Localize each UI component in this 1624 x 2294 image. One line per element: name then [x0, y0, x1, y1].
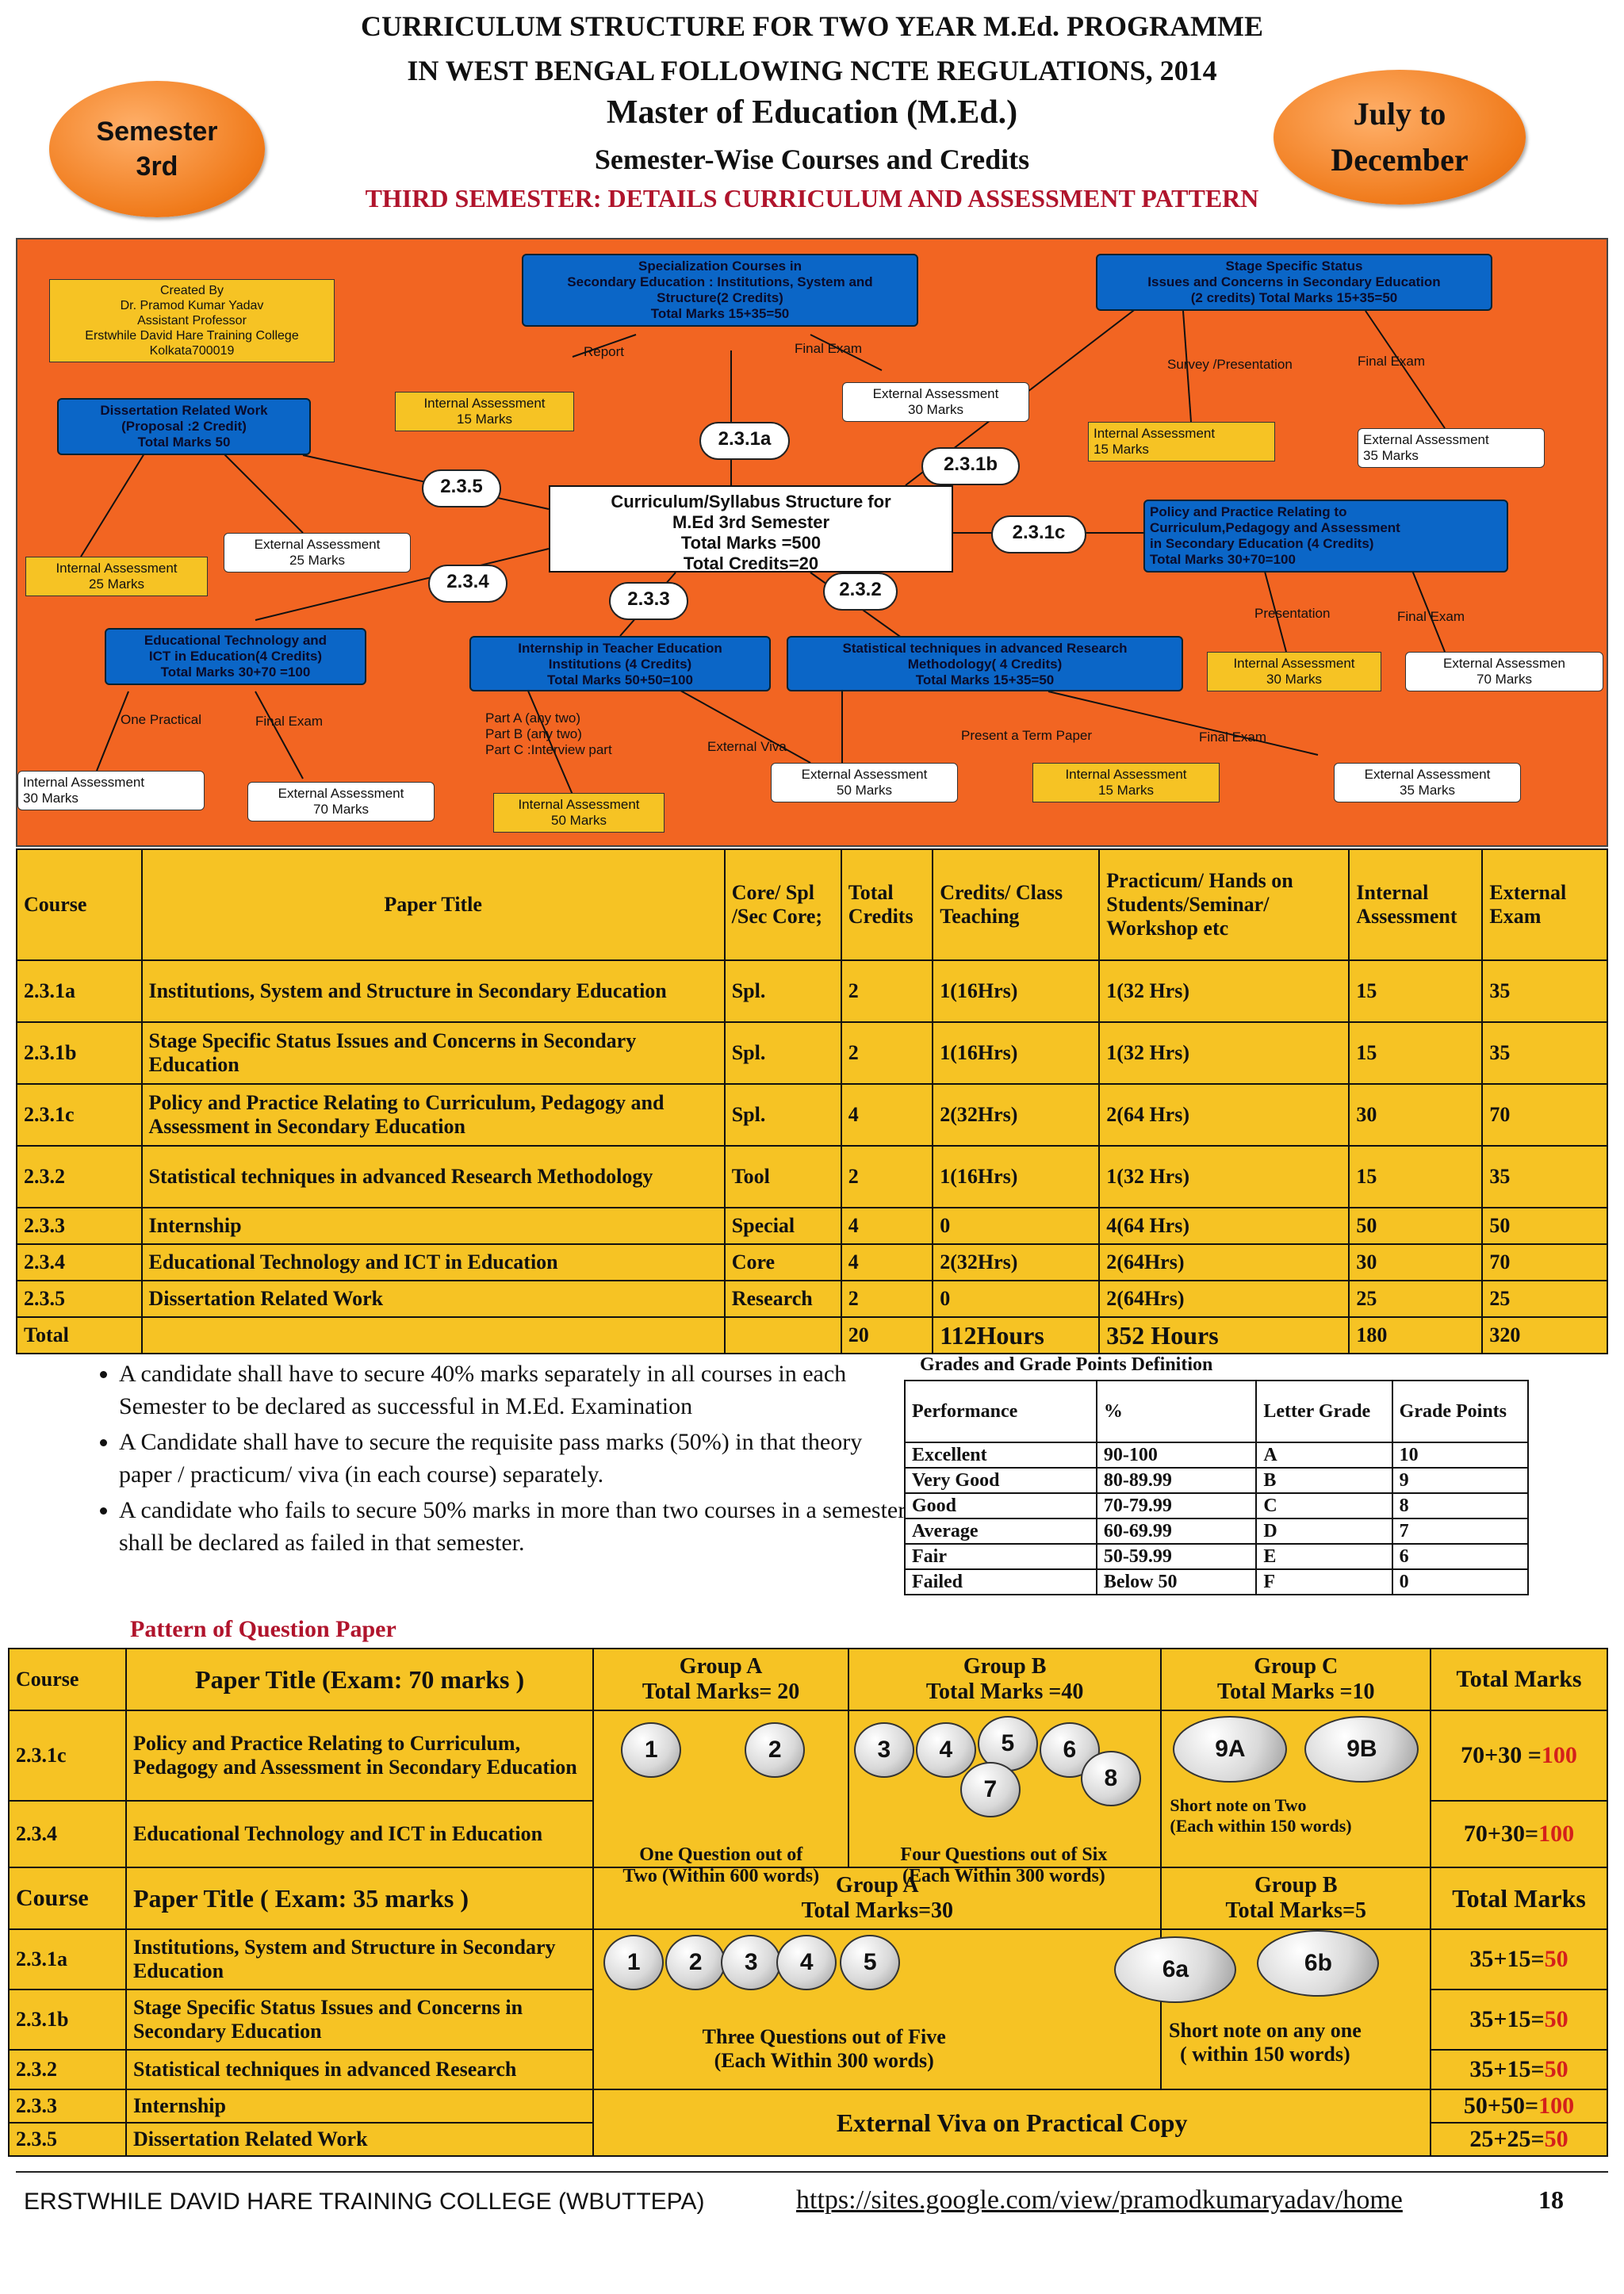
- table-row: [9, 2089, 1607, 2123]
- table-cell: 30: [1349, 1244, 1482, 1281]
- label-present-term: Present a Term Paper: [961, 728, 1093, 743]
- course-table: [16, 848, 1608, 1354]
- question-ball: 3: [721, 1935, 781, 1990]
- table-cell: 10: [1392, 1442, 1528, 1468]
- table-cell: 35: [1482, 1146, 1607, 1208]
- table-cell: [725, 1317, 841, 1354]
- table-cell: 50-59.99: [1097, 1544, 1257, 1569]
- table-cell: 8: [1392, 1493, 1528, 1518]
- total-cell: 70+30=100: [1431, 1801, 1607, 1867]
- header-cell: Course: [9, 1867, 126, 1929]
- table-cell: Very Good: [905, 1468, 1097, 1493]
- table-cell: 1(16Hrs): [933, 1022, 1099, 1084]
- pill-2-3-1b: 2.3.1b: [921, 447, 1020, 485]
- total-cell: 35+15=50: [1431, 1929, 1607, 1990]
- table-cell: Spl.: [725, 960, 841, 1022]
- total-cell: 25+25=50: [1431, 2123, 1607, 2156]
- table-cell: Tool: [725, 1146, 841, 1208]
- table-cell: 6: [1392, 1544, 1528, 1569]
- table-cell: 1(16Hrs): [933, 960, 1099, 1022]
- table-cell: Stage Specific Status Issues and Concerns in Secondary Education: [142, 1022, 725, 1084]
- title-line-3: Master of Education (M.Ed.): [606, 94, 1018, 131]
- box-ia-30-a: Internal Assessment 30 Marks: [1207, 652, 1381, 691]
- box-ia-25: Internal Assessment 25 Marks: [25, 557, 208, 596]
- table-cell: Average: [905, 1518, 1097, 1544]
- table-cell: Special: [725, 1208, 841, 1244]
- table-cell: 2.3.3: [17, 1208, 142, 1244]
- table-row: [905, 1569, 1528, 1595]
- table-cell: 70: [1482, 1244, 1607, 1281]
- group-a-35: 1 2 3 4 5 Three Questions out of Five (Each Within 300 words): [593, 1929, 1161, 2089]
- table-row: [17, 960, 1607, 1022]
- box-ia-30-b: Internal Assessment 30 Marks: [17, 771, 205, 810]
- title-cell: Stage Specific Status Issues and Concerns in Secondary Education: [126, 1990, 593, 2050]
- page-number: 18: [1538, 2185, 1564, 2214]
- table-cell: Good: [905, 1493, 1097, 1518]
- rules-list: [71, 1358, 920, 1562]
- table-cell: Institutions, System and Structure in Secondary Education: [142, 960, 725, 1022]
- table-row: [17, 1281, 1607, 1317]
- table-cell: 20: [841, 1317, 933, 1354]
- course-cell: 2.3.4: [9, 1801, 126, 1867]
- table-cell: 2: [841, 1146, 933, 1208]
- box-ea-50: External Assessment 50 Marks: [771, 763, 958, 802]
- table-cell: Internship: [142, 1208, 725, 1244]
- table-cell: 4: [841, 1084, 933, 1146]
- question-ball: 2: [665, 1935, 726, 1990]
- table-cell: 2: [841, 1022, 933, 1084]
- footer-link[interactable]: https://sites.google.com/view/pramodkumaryadav/home: [796, 2185, 1403, 2215]
- question-ball: 6b: [1257, 1930, 1379, 1997]
- title-line-5: THIRD SEMESTER: DETAILS CURRICULUM AND ASSESSMENT PATTERN: [365, 184, 1259, 213]
- curriculum-mind-map: [16, 238, 1608, 847]
- label-report: Report: [584, 344, 625, 359]
- node-2-3-1c: Policy and Practice Relating to Curriculum,Pedagogy and Assessment in Secondary Education (4 Credits) Total Marks 30+70=100: [1143, 500, 1508, 573]
- table-row: [905, 1544, 1528, 1569]
- box-ea-35-a: External Assessment 35 Marks: [1358, 428, 1545, 468]
- table-cell: 25: [1482, 1281, 1607, 1317]
- question-ball: 4: [776, 1935, 837, 1990]
- table-cell: 9: [1392, 1468, 1528, 1493]
- table-cell: 2.3.1c: [17, 1084, 142, 1146]
- question-ball: 6a: [1114, 1936, 1236, 2003]
- pill-2-3-5: 2.3.5: [422, 469, 501, 507]
- grades-table: [904, 1380, 1529, 1595]
- node-2-3-1b: Stage Specific Status Issues and Concerns in Secondary Education (2 credits) Total Marks 15+35=50: [1096, 254, 1492, 311]
- table-cell: 2(64Hrs): [1099, 1281, 1349, 1317]
- title-line-4: Semester-Wise Courses and Credits: [594, 144, 1030, 175]
- table-cell: 4: [841, 1244, 933, 1281]
- group-b-35: 6a 6b Short note on any one ( within 150 words): [1161, 1929, 1431, 2089]
- table-cell: 50: [1349, 1208, 1482, 1244]
- course-cell: 2.3.1a: [9, 1929, 126, 1990]
- table-row: [17, 1317, 1607, 1354]
- list-item: • A Candidate shall have to secure the requisite pass marks (50%) in that theory paper / practicum/ viva (in each course) separately.: [119, 1426, 920, 1491]
- table-header-row: [9, 1649, 1607, 1710]
- table-cell: 30: [1349, 1084, 1482, 1146]
- header-cell: Paper Title (Exam: 70 marks ): [126, 1649, 593, 1710]
- course-cell: 2.3.3: [9, 2089, 126, 2123]
- table-cell: 2: [841, 1281, 933, 1317]
- pill-2-3-1a: 2.3.1a: [699, 422, 790, 460]
- question-ball: 5: [978, 1716, 1038, 1771]
- pill-2-3-4: 2.3.4: [428, 565, 508, 603]
- header-cell: Paper Title ( Exam: 35 marks ): [126, 1867, 593, 1929]
- table-cell: 50: [1482, 1208, 1607, 1244]
- table-cell: 4(64 Hrs): [1099, 1208, 1349, 1244]
- question-ball: 1: [621, 1722, 681, 1778]
- header-cell: Credits/ Class Teaching: [933, 849, 1099, 960]
- header-cell: Course: [17, 849, 142, 960]
- label-parts: Part A (any two) Part B (any two) Part C :Interview part: [485, 710, 612, 757]
- table-cell: Spl.: [725, 1022, 841, 1084]
- table-cell: Educational Technology and ICT in Education: [142, 1244, 725, 1281]
- label-external-viva: External Viva: [707, 739, 787, 754]
- table-cell: 0: [933, 1208, 1099, 1244]
- table-cell: 180: [1349, 1317, 1482, 1354]
- question-ball: 5: [840, 1935, 900, 1990]
- table-row: [17, 1022, 1607, 1084]
- table-cell: 2: [841, 960, 933, 1022]
- label-presentation: Presentation: [1254, 606, 1331, 621]
- table-cell: Statistical techniques in advanced Research Methodology: [142, 1146, 725, 1208]
- table-cell: Policy and Practice Relating to Curriculum, Pedagogy and Assessment in Secondary Education: [142, 1084, 725, 1146]
- table-row: [17, 1084, 1607, 1146]
- box-ia-15-a: Internal Assessment 15 Marks: [395, 392, 574, 431]
- table-cell: 80-89.99: [1097, 1468, 1257, 1493]
- question-ball: 4: [916, 1722, 976, 1778]
- header-cell: Course: [9, 1649, 126, 1710]
- question-paper-title: Pattern of Question Paper: [130, 1616, 396, 1642]
- table-row: [905, 1518, 1528, 1544]
- label-final-exam-5: Final Exam: [1199, 730, 1267, 745]
- node-2-3-5: Dissertation Related Work (Proposal :2 Credit) Total Marks 50: [57, 398, 311, 455]
- list-item: • A candidate shall have to secure 40% marks separately in all courses in each Semester to be declared as successful in M.Ed. Examination: [119, 1358, 920, 1423]
- table-row: [17, 1146, 1607, 1208]
- course-cell: 2.3.1c: [9, 1710, 126, 1801]
- label-survey: Survey /Presentation: [1167, 357, 1293, 372]
- table-cell: D: [1256, 1518, 1392, 1544]
- question-ball: 9B: [1304, 1716, 1419, 1783]
- question-ball: 8: [1081, 1751, 1141, 1806]
- table-cell: 2.3.1a: [17, 960, 142, 1022]
- box-ia-15-c: Internal Assessment 15 Marks: [1032, 763, 1220, 802]
- header-cell: Letter Grade: [1256, 1381, 1392, 1442]
- table-row: [17, 1208, 1607, 1244]
- table-cell: 25: [1349, 1281, 1482, 1317]
- table-row: [905, 1493, 1528, 1518]
- course-cell: 2.3.2: [9, 2050, 126, 2089]
- box-ea-30: External Assessment 30 Marks: [842, 382, 1029, 422]
- table-cell: Total: [17, 1317, 142, 1354]
- header-cell: Performance: [905, 1381, 1097, 1442]
- total-cell: 50+50=100: [1431, 2089, 1607, 2123]
- table-row: [9, 1710, 1607, 1801]
- label-final-exam-3: Final Exam: [1397, 609, 1465, 624]
- question-ball: 1: [603, 1935, 664, 1990]
- header-cell: Core/ Spl /Sec Core;: [725, 849, 841, 960]
- title-cell: Internship: [126, 2089, 593, 2123]
- table-cell: 2(32Hrs): [933, 1084, 1099, 1146]
- table-cell: Dissertation Related Work: [142, 1281, 725, 1317]
- box-ea-70-b: External Assessment 70 Marks: [247, 782, 435, 821]
- table-cell: 15: [1349, 1146, 1482, 1208]
- header-cell: Total Marks: [1431, 1649, 1607, 1710]
- header-cell: %: [1097, 1381, 1257, 1442]
- table-cell: E: [1256, 1544, 1392, 1569]
- table-cell: 4: [841, 1208, 933, 1244]
- table-cell: Below 50: [1097, 1569, 1257, 1595]
- table-row: [905, 1442, 1528, 1468]
- table-cell: 60-69.99: [1097, 1518, 1257, 1544]
- node-2-3-2: Statistical techniques in advanced Research Methodology( 4 Credits) Total Marks 15+35=50: [787, 636, 1183, 691]
- semester-badge: Semester 3rd: [49, 81, 265, 217]
- creator-box: Created By Dr. Pramod Kumar Yadav Assistant Professor Erstwhile David Hare Training College Kolkata700019: [49, 279, 335, 362]
- question-ball: 2: [745, 1722, 805, 1778]
- table-cell: 352 Hours: [1099, 1317, 1349, 1354]
- header-cell: Group B Total Marks =40: [848, 1649, 1162, 1710]
- table-cell: [142, 1317, 725, 1354]
- title-cell: Institutions, System and Structure in Secondary Education: [126, 1929, 593, 1990]
- box-ia-50: Internal Assessment 50 Marks: [493, 793, 665, 833]
- table-cell: 15: [1349, 1022, 1482, 1084]
- group-c-70: 9A 9B Short note on Two (Each within 150 words): [1161, 1710, 1431, 1867]
- table-cell: 70: [1482, 1084, 1607, 1146]
- table-row: [17, 1244, 1607, 1281]
- table-cell: 15: [1349, 960, 1482, 1022]
- title-cell: Policy and Practice Relating to Curriculum, Pedagogy and Assessment in Secondary Education: [126, 1710, 593, 1801]
- label-final-exam-4: Final Exam: [255, 714, 324, 729]
- table-cell: 90-100: [1097, 1442, 1257, 1468]
- total-cell: 70+30 =100: [1431, 1710, 1607, 1801]
- group-a-70: 1 2 One Question out of Two (Within 600 words): [593, 1710, 848, 1867]
- table-cell: 2.3.4: [17, 1244, 142, 1281]
- label-final-exam-1: Final Exam: [795, 341, 863, 356]
- table-cell: 2(64Hrs): [1099, 1244, 1349, 1281]
- pill-2-3-1c: 2.3.1c: [991, 515, 1086, 553]
- footer-college: ERSTWHILE DAVID HARE TRAINING COLLEGE (WBUTTEPA): [24, 2189, 705, 2215]
- table-cell: 2.3.2: [17, 1146, 142, 1208]
- header-cell: Group C Total Marks =10: [1161, 1649, 1431, 1710]
- box-ea-35-b: External Assessment 35 Marks: [1334, 763, 1521, 802]
- header-cell: Grade Points: [1392, 1381, 1528, 1442]
- group-b-70: 3 4 5 6 7 8 Four Questions out of Six (Each Within 300 words): [848, 1710, 1162, 1867]
- header-cell: Group A Total Marks=30: [593, 1867, 1161, 1929]
- footer-rule: [16, 2171, 1608, 2173]
- header-cell: Internal Assessment: [1349, 849, 1482, 960]
- header-cell: Paper Title: [142, 849, 725, 960]
- header-cell: Group B Total Marks=5: [1161, 1867, 1431, 1929]
- node-2-3-1a: Specialization Courses in Secondary Education : Institutions, System and Structure(2 Credits) Total Marks 15+35=50: [522, 254, 918, 327]
- box-ea-25: External Assessment 25 Marks: [224, 533, 411, 573]
- header-cell: Total Credits: [841, 849, 933, 960]
- table-cell: F: [1256, 1569, 1392, 1595]
- pill-2-3-2: 2.3.2: [823, 573, 898, 611]
- title-line-2: IN WEST BENGAL FOLLOWING NCTE REGULATIONS, 2014: [407, 55, 1217, 86]
- table-cell: Spl.: [725, 1084, 841, 1146]
- question-ball: 6: [1040, 1722, 1100, 1778]
- header-cell: External Exam: [1482, 849, 1607, 960]
- table-cell: Fair: [905, 1544, 1097, 1569]
- course-cell: 2.3.5: [9, 2123, 126, 2156]
- table-header-row: [17, 849, 1607, 960]
- table-cell: A: [1256, 1442, 1392, 1468]
- box-ea-70-a: External Assessmen 70 Marks: [1405, 652, 1603, 691]
- title-cell: Dissertation Related Work: [126, 2123, 593, 2156]
- grades-title: Grades and Grade Points Definition: [920, 1354, 1213, 1375]
- table-cell: Excellent: [905, 1442, 1097, 1468]
- table-cell: 112Hours: [933, 1317, 1099, 1354]
- table-cell: Research: [725, 1281, 841, 1317]
- table-cell: 1(32 Hrs): [1099, 1146, 1349, 1208]
- table-cell: 2(64 Hrs): [1099, 1084, 1349, 1146]
- label-final-exam-2: Final Exam: [1358, 354, 1426, 369]
- total-cell: 35+15=50: [1431, 2050, 1607, 2089]
- node-2-3-3: Internship in Teacher Education Institutions (4 Credits) Total Marks 50+50=100: [469, 636, 771, 691]
- table-cell: 70-79.99: [1097, 1493, 1257, 1518]
- period-badge: July to December: [1274, 70, 1526, 205]
- table-cell: 1(16Hrs): [933, 1146, 1099, 1208]
- viva-cell: External Viva on Practical Copy: [593, 2089, 1431, 2156]
- table-cell: B: [1256, 1468, 1392, 1493]
- question-ball: 9A: [1173, 1716, 1287, 1783]
- table-cell: 2.3.1b: [17, 1022, 142, 1084]
- total-cell: 35+15=50: [1431, 1990, 1607, 2050]
- question-pattern-table: [8, 1648, 1608, 2157]
- table-row: [905, 1468, 1528, 1493]
- table-cell: 0: [1392, 1569, 1528, 1595]
- table-cell: 1(32 Hrs): [1099, 960, 1349, 1022]
- title-cell: Statistical techniques in advanced Research: [126, 2050, 593, 2089]
- header-cell: Total Marks: [1431, 1867, 1607, 1929]
- table-cell: 1(32 Hrs): [1099, 1022, 1349, 1084]
- table-row: [9, 1929, 1607, 1990]
- question-ball: 7: [960, 1762, 1021, 1817]
- center-node: Curriculum/Syllabus Structure for M.Ed 3rd Semester Total Marks =500 Total Credits=20: [549, 485, 953, 573]
- title-cell: Educational Technology and ICT in Education: [126, 1801, 593, 1867]
- table-cell: Core: [725, 1244, 841, 1281]
- box-ia-15-b: Internal Assessment 15 Marks: [1088, 422, 1275, 461]
- pill-2-3-3: 2.3.3: [609, 582, 688, 620]
- table-cell: 35: [1482, 1022, 1607, 1084]
- table-cell: 7: [1392, 1518, 1528, 1544]
- node-2-3-4: Educational Technology and ICT in Education(4 Credits) Total Marks 30+70 =100: [105, 628, 366, 685]
- question-ball: 3: [854, 1722, 914, 1778]
- table-cell: 2.3.5: [17, 1281, 142, 1317]
- table-cell: Failed: [905, 1569, 1097, 1595]
- list-item: • A candidate who fails to secure 50% marks in more than two courses in a semester shall be declared as failed in that semester.: [119, 1494, 920, 1559]
- table-cell: 2(32Hrs): [933, 1244, 1099, 1281]
- header-cell: Practicum/ Hands on Students/Seminar/ Workshop etc: [1099, 849, 1349, 960]
- course-cell: 2.3.1b: [9, 1990, 126, 2050]
- label-one-practical: One Practical: [121, 712, 202, 727]
- header-cell: Group A Total Marks= 20: [593, 1649, 848, 1710]
- title-line-1: CURRICULUM STRUCTURE FOR TWO YEAR M.Ed. PROGRAMME: [360, 10, 1264, 42]
- table-cell: 35: [1482, 960, 1607, 1022]
- table-cell: C: [1256, 1493, 1392, 1518]
- table-cell: 0: [933, 1281, 1099, 1317]
- table-cell: 320: [1482, 1317, 1607, 1354]
